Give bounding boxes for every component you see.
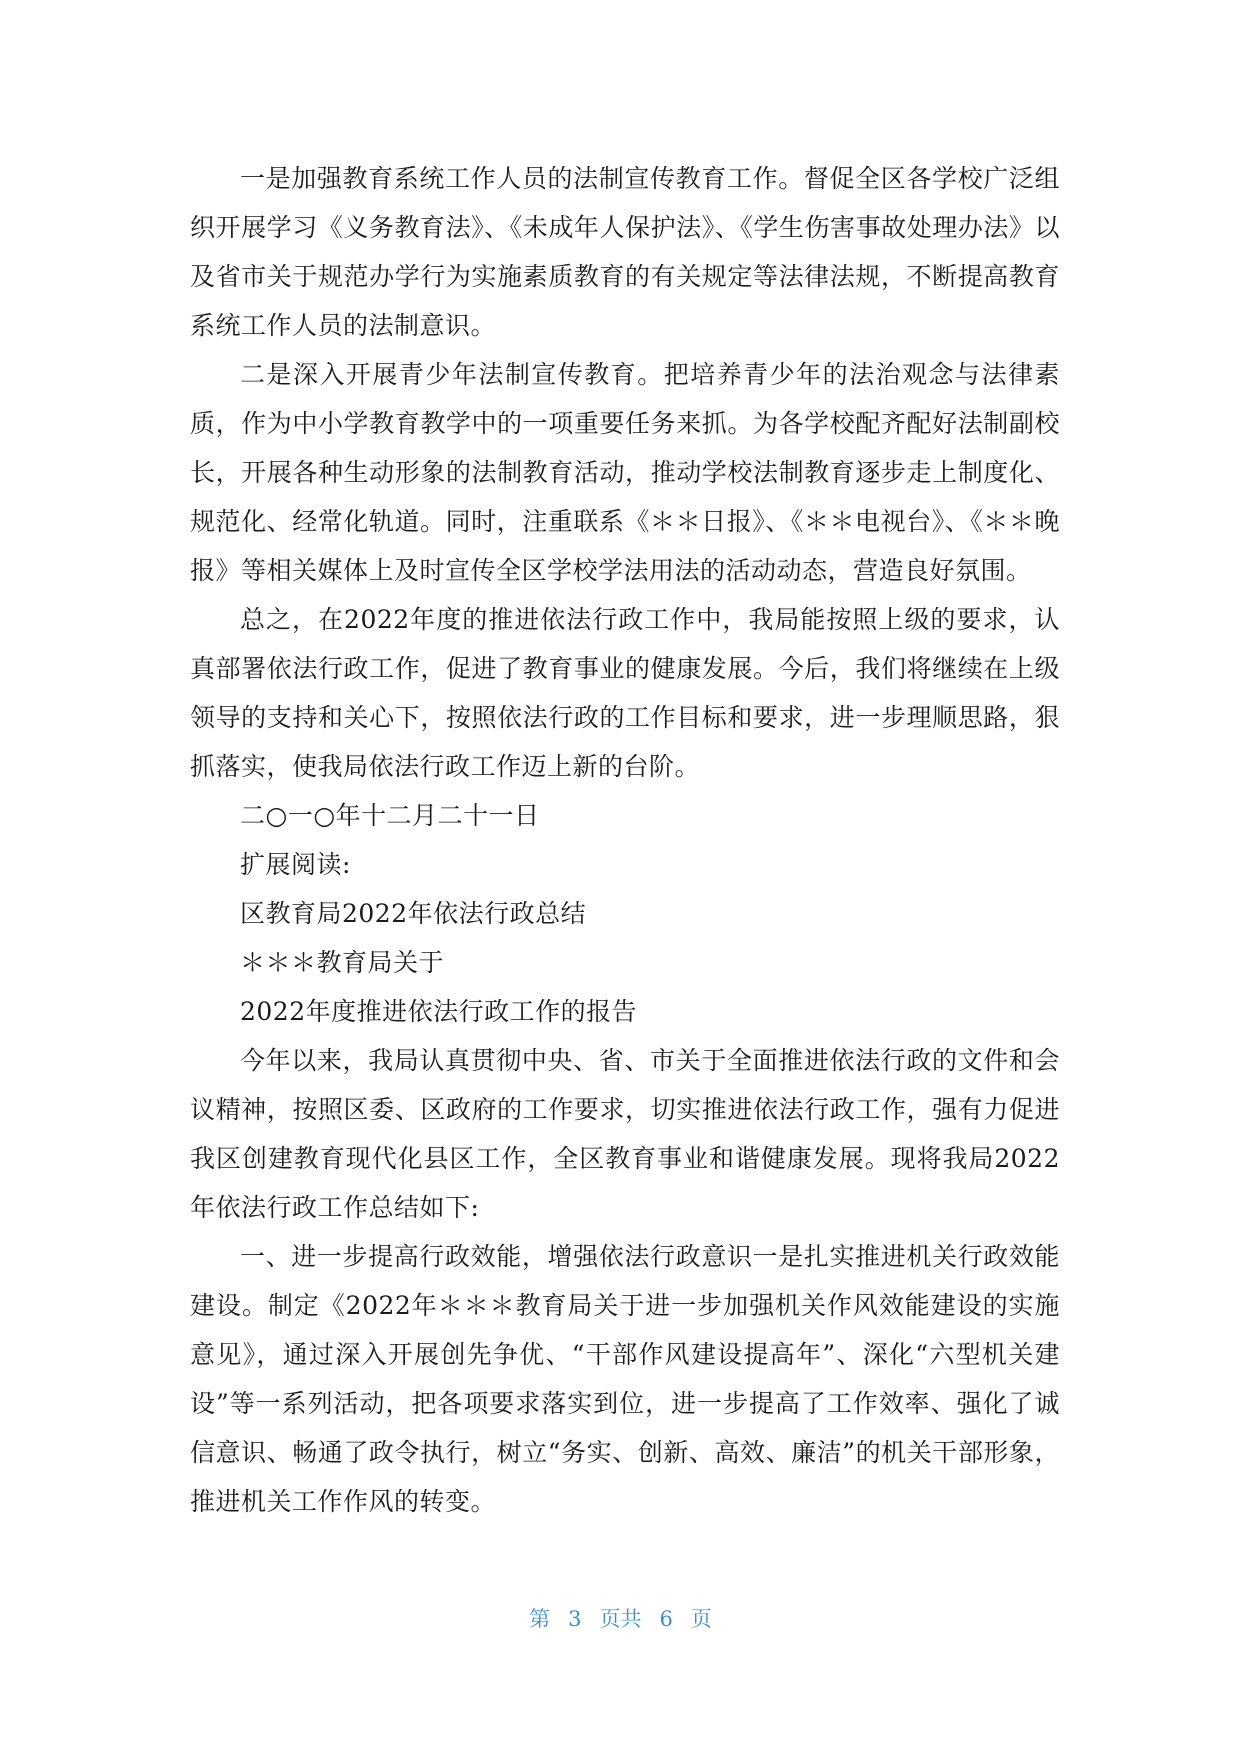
paragraph-report-intro: 今年以来，我局认真贯彻中央、省、市关于全面推进依法行政的文件和会议精神，按照区委、区政府的工作要求，切实推进依法行政工作，强有力促进我区创建教育现代化县区工作，全区教育事业和谐健康发展。现将我局2022年依法行政工作总结如下: [190, 1046, 1060, 1222]
footer-total-pages: 6 [659, 1607, 673, 1631]
report-title: 2022年度推进依法行政工作的报告 [240, 997, 638, 1026]
extended-reading-title: 区教育局2022年依法行政总结 [240, 899, 587, 928]
footer-page-of: 页共 [599, 1607, 642, 1631]
paragraph-legal-publicity: 一是加强教育系统工作人员的法制宣传教育工作。督促全区各学校广泛组织开展学习《义务教育法》、《未成年人保护法》、《学生伤害事故处理办法》以及省市关于规范办学行为实施素质教育的有关规定等法律法规，不断提高教育系统工作人员的法制意识。 [190, 164, 1060, 340]
footer-current-page: 3 [568, 1607, 582, 1631]
footer-page-suffix: 页 [690, 1607, 712, 1631]
document-body [190, 154, 1060, 1526]
extended-reading-label: 扩展阅读: [240, 850, 351, 879]
footer-page-word: 第 [529, 1607, 551, 1631]
paragraph-efficiency: 一、进一步提高行政效能，增强依法行政意识一是扎实推进机关行政效能建设。制定《2022年＊＊＊教育局关于进一步加强机关作风效能建设的实施意见》，通过深入开展创先争优、“干部作风建设提高年”、深化“六型机关建设”等一系列活动，把各项要求落实到位，进一步提高了工作效率、强化了诚信意识、畅通了政令执行，树立“务实、创新、高效、廉洁”的机关干部形象，推进机关工作作风的转变。 [190, 1242, 1060, 1516]
page-footer [0, 1603, 1241, 1633]
paragraph-conclusion: 总之，在2022年度的推进依法行政工作中，我局能按照上级的要求，认真部署依法行政工作，促进了教育事业的健康发展。今后，我们将继续在上级领导的支持和关心下，按照依法行政的工作目标和要求，进一步理顺思路，狠抓落实，使我局依法行政工作迈上新的台阶。 [190, 605, 1060, 781]
report-organization: ＊＊＊教育局关于 [240, 948, 445, 977]
paragraph-youth-education: 二是深入开展青少年法制宣传教育。把培养青少年的法治观念与法律素质，作为中小学教育教学中的一项重要任务来抓。为各学校配齐配好法制副校长，开展各种生动形象的法制教育活动，推动学校法制教育逐步走上制度化、规范化、经常化轨道。同时，注重联系《＊＊日报》、《＊＊电视台》、《＊＊晚报》等相关媒体上及时宣传全区学校学法用法的活动动态，营造良好氛围。 [190, 360, 1060, 585]
date-line: 二○一○年十二月二十一日 [240, 801, 540, 830]
